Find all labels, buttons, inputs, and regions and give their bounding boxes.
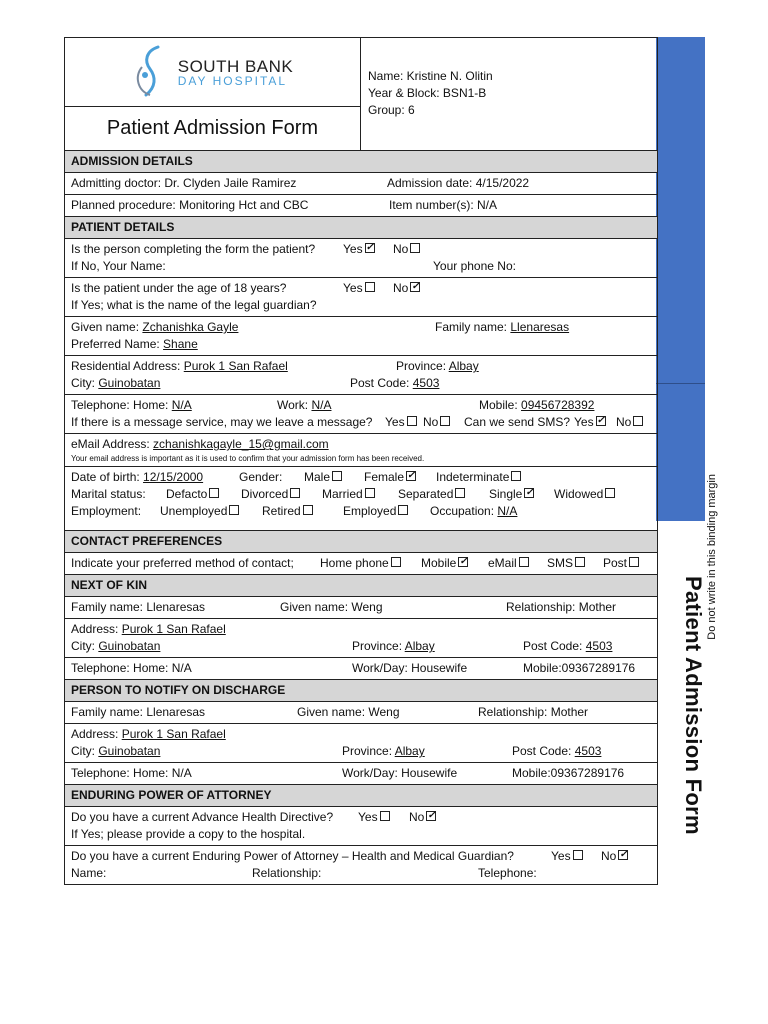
kin-given-name[interactable]: Given name: Weng xyxy=(280,600,383,614)
label-yes: Yes xyxy=(358,810,378,824)
label-mobile: Mobile xyxy=(421,556,457,570)
label-male: Male xyxy=(304,470,331,484)
kin-family-name[interactable]: Family name: Llenaresas xyxy=(71,600,206,614)
if-no-name-field[interactable]: If No, Your Name: xyxy=(71,259,166,273)
label-yes: Yes xyxy=(574,415,594,429)
email-note: Your email address is important as it is used to confirm that your admission form has been received. xyxy=(71,454,425,463)
label-divorced: Divorced xyxy=(241,487,289,501)
kin-post-label: Post Code: xyxy=(523,639,583,653)
checkbox-separated[interactable] xyxy=(455,488,465,498)
admission-date-field[interactable]: Admission date: 4/15/2022 xyxy=(387,176,530,190)
kin-name-row xyxy=(65,597,657,619)
question-completing: Is the person completing the form the patient? xyxy=(71,242,316,256)
discharge-province-label: Province: xyxy=(342,744,393,758)
item-numbers-field[interactable]: Item number(s): N/A xyxy=(389,198,498,212)
patient-address-row xyxy=(65,356,657,395)
label-no: No xyxy=(601,849,617,863)
epa-telephone-field[interactable]: Telephone: xyxy=(478,866,537,880)
work-phone-value[interactable]: N/A xyxy=(311,398,332,412)
contact-preferences-row xyxy=(65,553,657,575)
checkbox-sms[interactable] xyxy=(575,557,585,567)
label-defacto: Defacto xyxy=(166,487,208,501)
section-attorney-heading: ENDURING POWER OF ATTORNEY xyxy=(65,785,657,807)
epa-question: Do you have a current Enduring Power of Attorney – Health and Medical Guardian? xyxy=(71,849,514,863)
section-patient-heading: PATIENT DETAILS xyxy=(65,217,657,239)
checkbox-defacto[interactable] xyxy=(209,488,219,498)
contact-question: Indicate your preferred method of contact; xyxy=(71,556,294,570)
discharge-given-name[interactable]: Given name: Weng xyxy=(297,705,400,719)
discharge-mobile[interactable]: Mobile:09367289176 xyxy=(512,766,625,780)
province-label: Province: xyxy=(396,359,447,373)
checkbox-directive-no[interactable] xyxy=(426,811,436,821)
given-name-value[interactable]: Zchanishka Gayle xyxy=(142,320,239,334)
message-question: If there is a message service, may we leave a message? xyxy=(71,415,373,429)
admitting-doctor-field[interactable]: Admitting doctor: Dr. Clyden Jaile Ramirez xyxy=(71,176,297,190)
label-widowed: Widowed xyxy=(554,487,604,501)
kin-city-label: City: xyxy=(71,639,95,653)
logo-name: SOUTH BANK xyxy=(177,56,294,76)
email-label: eMail Address: xyxy=(71,437,150,451)
discharge-address-row xyxy=(65,724,657,763)
discharge-post-value[interactable]: 4503 xyxy=(574,744,602,758)
telephone-home-label: Telephone: Home: xyxy=(71,398,169,412)
checkbox-unemployed[interactable] xyxy=(229,505,239,515)
preferred-name-label: Preferred Name: xyxy=(71,337,160,351)
label-yes: Yes xyxy=(343,242,363,256)
label-yes: Yes xyxy=(343,281,363,295)
label-sms: SMS xyxy=(547,556,574,570)
occupation-label: Occupation: xyxy=(430,504,495,518)
dob-value[interactable]: 12/15/2000 xyxy=(143,470,204,484)
kin-address-row xyxy=(65,619,657,658)
label-post: Post xyxy=(603,556,628,570)
sms-question: Can we send SMS? xyxy=(464,415,571,429)
discharge-province-value[interactable]: Albay xyxy=(394,744,425,758)
logo-icon xyxy=(132,43,172,101)
label-no: No xyxy=(393,281,409,295)
label-indeterminate: Indeterminate xyxy=(436,470,510,484)
admission-row-1 xyxy=(65,173,657,195)
your-phone-field[interactable]: Your phone No: xyxy=(433,259,516,273)
planned-procedure-field[interactable]: Planned procedure: Monitoring Hct and CBC xyxy=(71,198,309,212)
form-header xyxy=(65,38,657,151)
discharge-work-day[interactable]: Work/Day: Housewife xyxy=(342,766,458,780)
label-no: No xyxy=(409,810,425,824)
checkbox-under18-no[interactable] xyxy=(410,282,420,292)
binding-margin-note: Do not write in this binding margin xyxy=(706,474,718,640)
logo-subtitle: DAY HOSPITAL xyxy=(177,73,288,88)
checkbox-widowed[interactable] xyxy=(605,488,615,498)
label-no: No xyxy=(616,415,632,429)
label-separated: Separated xyxy=(398,487,454,501)
address-label: Residential Address: xyxy=(71,359,181,373)
checkbox-directive-yes[interactable] xyxy=(380,811,390,821)
kin-province-label: Province: xyxy=(352,639,403,653)
patient-under18-row xyxy=(65,278,657,317)
patient-demographics-row xyxy=(65,467,657,531)
kin-phone-row xyxy=(65,658,657,680)
student-name: Name: Kristine N. Olitin xyxy=(368,69,493,83)
section-discharge-heading: PERSON TO NOTIFY ON DISCHARGE xyxy=(65,680,657,702)
city-label: City: xyxy=(71,376,95,390)
marital-label: Marital status: xyxy=(71,487,146,501)
given-name-label: Given name: xyxy=(71,320,140,334)
kin-home-phone[interactable]: Telephone: Home: N/A xyxy=(71,661,192,675)
checkbox-single[interactable] xyxy=(524,488,534,498)
checkbox-employed[interactable] xyxy=(398,505,408,515)
patient-phone-row xyxy=(65,395,657,434)
preferred-name-value[interactable]: Shane xyxy=(163,337,198,351)
checkbox-message-no[interactable] xyxy=(440,416,450,426)
year-block: Year & Block: BSN1-B xyxy=(368,86,487,100)
home-phone-value[interactable]: N/A xyxy=(171,398,192,412)
directive-copy-note: If Yes; please provide a copy to the hospital. xyxy=(71,827,306,841)
discharge-phone-row xyxy=(65,763,657,785)
province-value[interactable]: Albay xyxy=(448,359,479,373)
kin-work-day[interactable]: Work/Day: Housewife xyxy=(352,661,468,675)
checkbox-sms-no[interactable] xyxy=(633,416,643,426)
epa-relationship-field[interactable]: Relationship: xyxy=(252,866,322,880)
kin-province-value[interactable]: Albay xyxy=(404,639,435,653)
discharge-name-row xyxy=(65,702,657,724)
guardian-question: If Yes; what is the name of the legal guardian? xyxy=(71,298,317,312)
discharge-relationship[interactable]: Relationship: Mother xyxy=(478,705,589,719)
student-info xyxy=(361,38,657,150)
section-kin-heading: NEXT OF KIN xyxy=(65,575,657,597)
checkbox-post[interactable] xyxy=(629,557,639,567)
kin-city-value[interactable]: Guinobatan xyxy=(98,639,161,653)
admission-row-2 xyxy=(65,195,657,217)
label-employed: Employed xyxy=(343,504,397,518)
label-retired: Retired xyxy=(262,504,301,518)
patient-email-row xyxy=(65,434,657,467)
checkbox-completing-no[interactable] xyxy=(410,243,420,253)
email-value[interactable]: zchanishkagayle_15@gmail.com xyxy=(153,437,329,451)
discharge-family-name[interactable]: Family name: Llenaresas xyxy=(71,705,206,719)
kin-address-label: Address: xyxy=(71,622,119,636)
label-married: Married xyxy=(322,487,363,501)
mobile-label: Mobile: xyxy=(479,398,518,412)
section-contact-heading: CONTACT PREFERENCES xyxy=(65,531,657,553)
discharge-address-value[interactable]: Purok 1 San Rafael xyxy=(121,727,226,741)
epa-name-field[interactable]: Name: xyxy=(71,866,107,880)
hospital-logo xyxy=(65,38,360,107)
kin-post-value[interactable]: 4503 xyxy=(585,639,613,653)
checkbox-home-phone[interactable] xyxy=(391,557,401,567)
label-unemployed: Unemployed xyxy=(160,504,228,518)
family-name-label: Family name: xyxy=(435,320,508,334)
post-code-value[interactable]: 4503 xyxy=(412,376,440,390)
label-yes: Yes xyxy=(385,415,405,429)
work-label: Work: xyxy=(277,398,309,412)
discharge-city-value[interactable]: Guinobatan xyxy=(98,744,161,758)
checkbox-under18-yes[interactable] xyxy=(365,282,375,292)
patient-completing-row xyxy=(65,239,657,278)
group: Group: 6 xyxy=(368,103,415,117)
directive-question: Do you have a current Advance Health Directive? xyxy=(71,810,334,824)
checkbox-married[interactable] xyxy=(365,488,375,498)
employment-label: Employment: xyxy=(71,504,142,518)
checkbox-divorced[interactable] xyxy=(290,488,300,498)
post-code-label: Post Code: xyxy=(350,376,410,390)
question-under18: Is the patient under the age of 18 years? xyxy=(71,281,287,295)
label-email: eMail xyxy=(488,556,517,570)
margin-divider xyxy=(656,383,705,384)
checkbox-female[interactable] xyxy=(406,471,416,481)
city-value[interactable]: Guinobatan xyxy=(98,376,161,390)
page-title: Patient Admission Form xyxy=(106,117,319,139)
address-value[interactable]: Purok 1 San Rafael xyxy=(183,359,288,373)
checkbox-mobile[interactable] xyxy=(458,557,468,567)
header-left xyxy=(65,38,361,150)
discharge-city-label: City: xyxy=(71,744,95,758)
discharge-address-label: Address: xyxy=(71,727,119,741)
family-name-value[interactable]: Llenaresas xyxy=(510,320,570,334)
dob-label: Date of birth: xyxy=(71,470,140,484)
attorney-epa-row xyxy=(65,846,657,884)
discharge-post-label: Post Code: xyxy=(512,744,572,758)
label-no: No xyxy=(393,242,409,256)
patient-name-row xyxy=(65,317,657,356)
label-yes: Yes xyxy=(551,849,571,863)
label-female: Female xyxy=(364,470,405,484)
label-no: No xyxy=(423,415,439,429)
side-form-title: Patient Admission Form xyxy=(681,576,706,835)
occupation-value[interactable]: N/A xyxy=(497,504,518,518)
checkbox-male[interactable] xyxy=(332,471,342,481)
checkbox-message-yes[interactable] xyxy=(407,416,417,426)
kin-relationship[interactable]: Relationship: Mother xyxy=(506,600,617,614)
checkbox-epa-no[interactable] xyxy=(618,850,628,860)
kin-mobile[interactable]: Mobile:09367289176 xyxy=(523,661,636,675)
checkbox-epa-yes[interactable] xyxy=(573,850,583,860)
discharge-home-phone[interactable]: Telephone: Home: N/A xyxy=(71,766,192,780)
binding-margin-bar xyxy=(656,37,705,521)
label-home-phone: Home phone xyxy=(320,556,389,570)
admission-form xyxy=(64,37,658,885)
checkbox-retired[interactable] xyxy=(303,505,313,515)
attorney-directive-row xyxy=(65,807,657,846)
kin-address-value[interactable]: Purok 1 San Rafael xyxy=(121,622,226,636)
label-single: Single xyxy=(489,487,523,501)
checkbox-email[interactable] xyxy=(519,557,529,567)
checkbox-sms-yes[interactable] xyxy=(596,416,606,426)
checkbox-completing-yes[interactable] xyxy=(365,243,375,253)
gender-label: Gender: xyxy=(239,470,283,484)
mobile-value[interactable]: 09456728392 xyxy=(521,398,595,412)
section-admission-heading: ADMISSION DETAILS xyxy=(65,151,657,173)
checkbox-indeterminate[interactable] xyxy=(511,471,521,481)
